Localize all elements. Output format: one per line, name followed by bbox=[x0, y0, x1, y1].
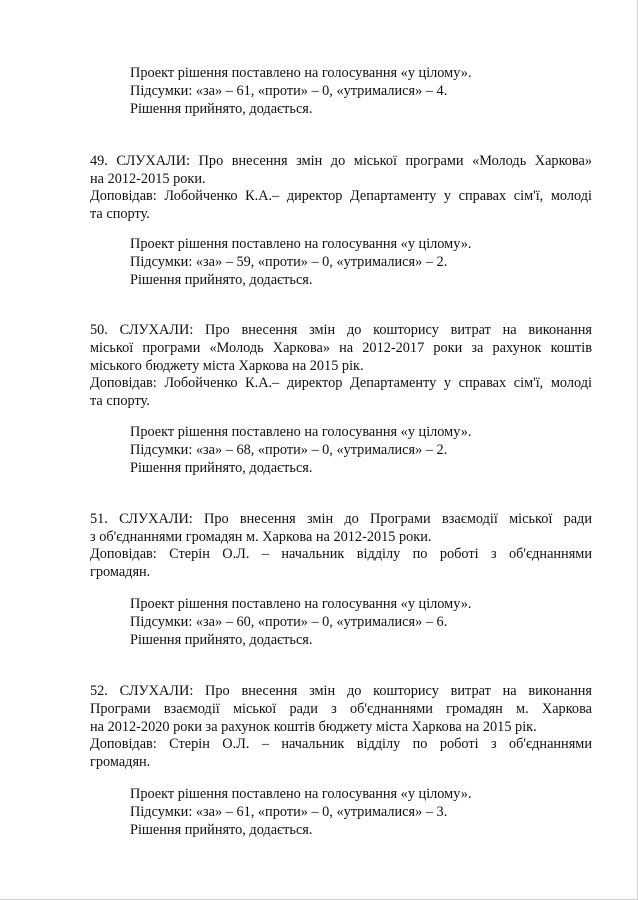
heard-line: міського бюджету міста Харкова на 2015 рік. bbox=[90, 358, 364, 375]
agenda-item-50-reporter bbox=[90, 374, 592, 410]
vote-block-51 bbox=[130, 596, 592, 649]
vote-results-text: Підсумки: «за» – 61, «проти» – 0, «утрималися» – 4. bbox=[130, 82, 448, 99]
vote-adopted-text: Рішення прийнято, додається. bbox=[130, 100, 313, 117]
heard-line: Програми взаємодії міської ради з об'єднаннями громадян м. Харкова bbox=[90, 701, 592, 718]
heard-line: на 2012-2020 роки за рахунок коштів бюджету міста Харкова на 2015 рік. bbox=[90, 719, 537, 736]
vote-block-prev bbox=[130, 65, 592, 118]
vote-results-text: Підсумки: «за» – 60, «проти» – 0, «утрималися» – 6. bbox=[130, 613, 448, 630]
reporter-line: Доповідав: Лобойченко К.А.– директор Департаменту у справах сім'ї, молоді bbox=[90, 188, 592, 204]
vote-block-49 bbox=[130, 236, 592, 289]
vote-put-text: Проект рішення поставлено на голосування «у цілому». bbox=[130, 424, 472, 440]
vote-put-text: Проект рішення поставлено на голосування «у цілому». bbox=[130, 596, 472, 612]
agenda-item-52-reporter bbox=[90, 735, 592, 771]
heard-line: 50. СЛУХАЛИ: Про внесення змін до кошторису витрат на виконання bbox=[90, 322, 592, 338]
agenda-item-50-heard bbox=[90, 321, 592, 376]
heard-line: 52. СЛУХАЛИ: Про внесення змін до кошторису витрат на виконання bbox=[90, 683, 592, 699]
heard-line: 49. СЛУХАЛИ: Про внесення змін до міської програми «Молодь Харкова» bbox=[90, 153, 592, 169]
heard-line: 51. СЛУХАЛИ: Про внесення змін до Програми взаємодії міської ради bbox=[90, 511, 592, 527]
vote-adopted-text: Рішення прийнято, додається. bbox=[130, 631, 313, 648]
vote-put-text: Проект рішення поставлено на голосування «у цілому». bbox=[130, 786, 472, 802]
heard-line: з об'єднаннями громадян м. Харкова на 2012-2015 роки. bbox=[90, 529, 432, 546]
agenda-item-52-heard bbox=[90, 682, 592, 737]
reporter-line: громадян. bbox=[90, 564, 151, 581]
reporter-line: та спорту. bbox=[90, 206, 150, 223]
reporter-line: Доповідав: Лобойченко К.А.– директор Департаменту у справах сім'ї, молоді bbox=[90, 375, 592, 391]
vote-block-52 bbox=[130, 786, 592, 839]
vote-put-text: Проект рішення поставлено на голосування «у цілому». bbox=[130, 236, 472, 252]
agenda-item-49-heard bbox=[90, 152, 592, 188]
heard-line: міської програми «Молодь Харкова» на 2012-2017 роки за рахунок коштів bbox=[90, 340, 592, 357]
vote-block-50 bbox=[130, 424, 592, 477]
vote-results-text: Підсумки: «за» – 59, «проти» – 0, «утрималися» – 2. bbox=[130, 253, 448, 270]
reporter-line: громадян. bbox=[90, 754, 151, 771]
reporter-line: Доповідав: Стерін О.Л. – начальник відділу по роботі з об'єднаннями bbox=[90, 736, 592, 752]
vote-results-text: Підсумки: «за» – 61, «проти» – 0, «утрималися» – 3. bbox=[130, 803, 448, 820]
reporter-line: та спорту. bbox=[90, 393, 150, 410]
vote-results-text: Підсумки: «за» – 68, «проти» – 0, «утрималися» – 2. bbox=[130, 441, 448, 458]
agenda-item-49-reporter bbox=[90, 187, 592, 223]
vote-adopted-text: Рішення прийнято, додається. bbox=[130, 821, 313, 838]
vote-adopted-text: Рішення прийнято, додається. bbox=[130, 271, 313, 288]
heard-line: на 2012-2015 роки. bbox=[90, 171, 206, 188]
reporter-line: Доповідав: Стерін О.Л. – начальник відділу по роботі з об'єднаннями bbox=[90, 546, 592, 562]
agenda-item-51-reporter bbox=[90, 545, 592, 581]
vote-put-text: Проект рішення поставлено на голосування «у цілому». bbox=[130, 65, 472, 81]
vote-adopted-text: Рішення прийнято, додається. bbox=[130, 459, 313, 476]
agenda-item-51-heard bbox=[90, 510, 592, 546]
